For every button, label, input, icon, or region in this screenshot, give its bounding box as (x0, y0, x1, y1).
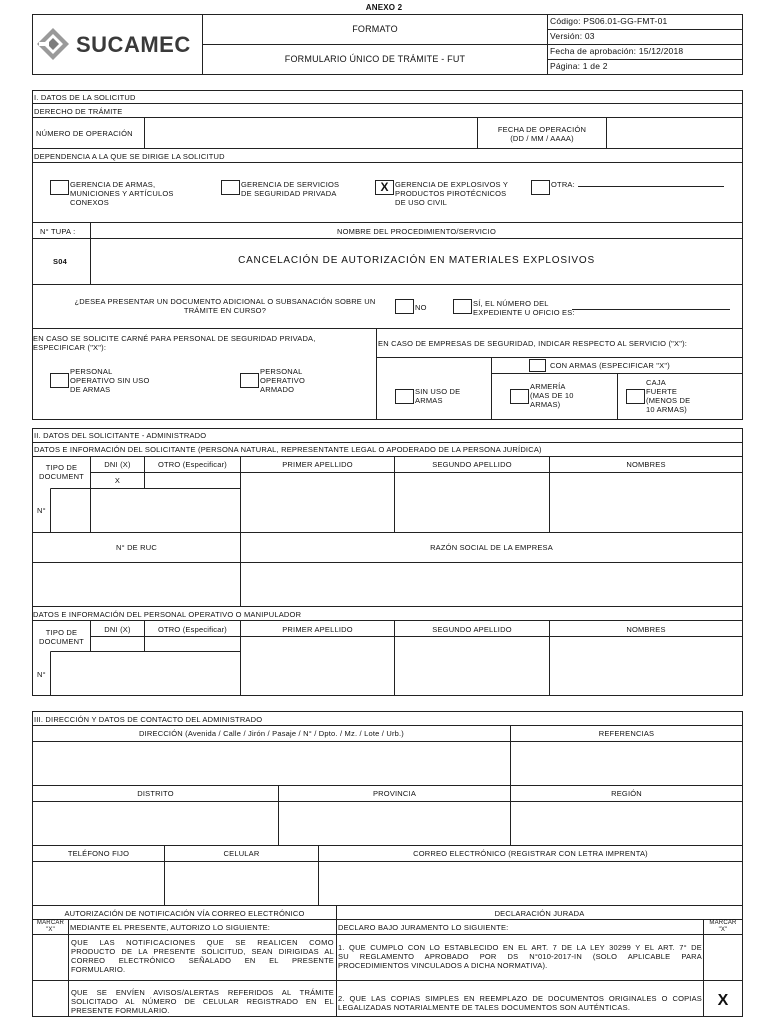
caja-fuerte-label-1: CAJA (646, 378, 666, 387)
annex-label: ANEXO 2 (365, 3, 403, 12)
decl2-line-2: LEGALIZADAS NOTARIALMENTE DE TALES DOCUMENTOS SON AUTÉNTICAS. (338, 1003, 631, 1012)
provincia-label: PROVINCIA (372, 789, 417, 798)
auth-sms-line-2: SOLICITADO AL NÚMERO DE CELULAR REGISTRADO EN EL (71, 997, 334, 1006)
tipo-doc-label-2: DOCUMENT (39, 472, 84, 481)
fecha-operacion-label: FECHA DE OPERACIÓN (497, 125, 587, 134)
direccion-label: DIRECCIÓN (Avenida / Calle / Jirón / Pasaje / N° / Dpto. / Mz. / Lote / Urb.) (138, 729, 404, 738)
personal-sin-armas-label-3: DE ARMAS (70, 385, 111, 394)
otro-field[interactable] (145, 473, 240, 488)
segundo-apellido-label: SEGUNDO APELLIDO (432, 460, 512, 469)
logo-text: SUCAMEC (76, 32, 191, 57)
sin-uso-armas-label-1: SIN USO DE (415, 387, 461, 396)
telefono-label: TELÉFONO FIJO (67, 849, 130, 858)
celular-label: CELULAR (223, 849, 260, 858)
decl1-line-1: 1. QUE CUMPLO CON LO ESTABLECIDO EN EL ART. 7 DE LA LEY 30299 Y EL ART. 7° DE (338, 943, 702, 952)
auth-email-line-3: CORREO ELECTRÓNICO SEÑALADO EN EL PRESENTE (71, 956, 334, 965)
num-operacion-label: NÚMERO DE OPERACIÓN (36, 129, 133, 138)
fecha-operacion-format: (DD / MM / AAAA) (510, 134, 574, 143)
distrito-label: DISTRITO (137, 789, 174, 798)
sin-uso-armas-label-2: ARMAS (415, 396, 443, 405)
auth-sms-line-3: PRESENTE FORMULARIO. (71, 1006, 170, 1015)
armeria-checkbox[interactable] (510, 389, 529, 404)
correo-label: CORREO ELECTRÓNICO (REGISTRAR CON LETRA IMPRENTA) (413, 849, 648, 858)
operativo-names-field[interactable] (241, 637, 742, 695)
solicitante-subtitle: DATOS E INFORMACIÓN DEL SOLICITANTE (PERSONA NATURAL, REPRESENTANTE LEGAL O APODERADO DE LA PERSONA JURÍDICA) (34, 445, 542, 454)
tipo-doc-label: TIPO DE (45, 463, 78, 472)
empresas-label: EN CASO DE EMPRESAS DE SEGURIDAD, INDICAR RESPECTO AL SERVICIO ("X"): (378, 339, 688, 348)
personal-armado-label-3: ARMADO (260, 385, 295, 394)
auth-email-line-4: FORMULARIO. (71, 965, 126, 974)
decl1-mark[interactable] (704, 935, 742, 980)
carne-label-2: ESPECIFICAR ("X"): (33, 343, 107, 352)
sin-uso-armas-checkbox[interactable] (395, 389, 414, 404)
option-seguridad-checkbox[interactable] (221, 180, 240, 195)
auth-sms-line-1: QUE SE ENVÍEN AVISOS/ALERTAS REFERIDOS AL TRÁMITE (71, 988, 334, 997)
marcar-label-left-2: "X" (46, 927, 55, 933)
option-otra-checkbox[interactable] (531, 180, 550, 195)
option-explosivos-label-3: DE USO CIVIL (395, 198, 447, 207)
option-explosivos-label-2: PRODUCTOS PIROTÉCNICOS (395, 189, 507, 198)
page-number: Página: 1 de 2 (550, 61, 608, 71)
doc-code: Código: PS06.01-GG-FMT-01 (550, 16, 668, 26)
option-seguridad-label-2: DE SEGURIDAD PRIVADA (241, 189, 337, 198)
option-explosivos-label-1: GERENCIA DE EXPLOSIVOS Y (395, 180, 509, 189)
dni-label: DNI (X) (104, 460, 131, 469)
solicitante-names-field[interactable] (241, 473, 742, 532)
dni-2-label: DNI (X) (104, 625, 131, 634)
otro-label: OTRO (Especificar) (157, 460, 228, 469)
primer-apellido-2-label: PRIMER APELLIDO (282, 625, 353, 634)
region-label: REGIÓN (611, 789, 642, 798)
operativo-subtitle: DATOS E INFORMACIÓN DEL PERSONAL OPERATIVO O MANIPULADOR (33, 610, 302, 619)
section3-title: III. DIRECCIÓN Y DATOS DE CONTACTO DEL ADMINISTRADO (34, 715, 263, 724)
expediente-input-line[interactable] (572, 309, 730, 310)
referencias-label: REFERENCIAS (598, 729, 655, 738)
option-seguridad-label-1: GERENCIA DE SERVICIOS (241, 180, 340, 189)
auth-email-line-2: PRODUCTO DE LA PRESENTE SOLICITUD, SEAN DIRIGIDAS AL (71, 947, 334, 956)
procedure-label: NOMBRE DEL PROCEDIMIENTO/SERVICIO (337, 227, 496, 236)
ruc-razon-field[interactable] (33, 563, 742, 606)
marcar-label-right: MARCAR (709, 920, 737, 926)
num-operacion-field[interactable] (145, 118, 477, 148)
auth-email-line-1: QUE LAS NOTIFICACIONES QUE SE REALICEN COMO (71, 938, 334, 947)
sucamec-logo (36, 27, 196, 61)
auth-email-mark[interactable] (33, 935, 68, 980)
direccion-field[interactable] (33, 742, 510, 785)
otra-input-line[interactable] (578, 186, 724, 187)
ruc-label: N° DE RUC (115, 543, 158, 552)
referencias-field[interactable] (511, 742, 742, 785)
decl1-line-2: SU REGLAMENTO APROBADO POR DS N°010-2017-IN (SOLO APLICABLE PARA (338, 952, 702, 961)
option-armas-label-3: CONEXOS (70, 198, 109, 207)
additional-doc-question-2: TRÁMITE EN CURSO? (183, 306, 267, 315)
personal-sin-armas-label-2: OPERATIVO SIN USO (70, 376, 150, 385)
si-label: SÍ, EL NÚMERO DEL (473, 299, 549, 308)
caja-fuerte-label-3: (MENOS DE (646, 396, 691, 405)
nombres-label: NOMBRES (626, 460, 666, 469)
decl2-line-1: 2. QUE LAS COPIAS SIMPLES EN REEMPLAZO DE DOCUMENTOS ORIGINALES O COPIAS (338, 994, 702, 1003)
personal-armado-checkbox[interactable] (240, 373, 259, 388)
section1-title: I. DATOS DE LA SOLICITUD (34, 93, 136, 102)
no-label: NO (415, 303, 427, 312)
otro-2-label: OTRO (Especificar) (157, 625, 228, 634)
derecho-label: DERECHO DE TRÁMITE (34, 107, 123, 116)
si-label-2: EXPEDIENTE U OFICIO ES: (473, 308, 575, 317)
marcar-label-left: MARCAR (36, 920, 65, 926)
armeria-label-1: ARMERÍA (530, 382, 566, 391)
decl1-line-3: PROCEDIMIENTOS VINCULADOS A DICHA NORMATIVA). (338, 961, 548, 970)
autorizacion-title: AUTORIZACIÓN DE NOTIFICACIÓN VÍA CORREO ELECTRÓNICO (64, 909, 305, 918)
option-armas-checkbox[interactable] (50, 180, 69, 195)
mediante-label: MEDIANTE EL PRESENTE, AUTORIZO LO SIGUIENTE: (70, 923, 271, 932)
armeria-label-2: (MAS DE 10 (530, 391, 574, 400)
option-explosivos-checkbox[interactable]: X (375, 180, 394, 195)
personal-sin-armas-label-1: PERSONAL (70, 367, 113, 376)
format-label: FORMATO (352, 24, 398, 34)
caja-fuerte-label-2: FUERTE (646, 387, 678, 396)
tupa-value: S04 (53, 257, 67, 266)
num-doc-label: N° (37, 506, 46, 515)
option-armas-label-2: MUNICIONES Y ARTÍCULOS (70, 189, 174, 198)
nombres-2-label: NOMBRES (626, 625, 666, 634)
segundo-apellido-2-label: SEGUNDO APELLIDO (432, 625, 512, 634)
auth-sms-mark[interactable] (33, 981, 68, 1016)
si-checkbox[interactable] (453, 299, 472, 314)
procedure-value: CANCELACIÓN DE AUTORIZACIÓN EN MATERIALES EXPLOSIVOS (238, 255, 595, 266)
option-armas-label-1: GERENCIA DE ARMAS, (70, 180, 156, 189)
approval-date: Fecha de aprobación: 15/12/2018 (550, 46, 684, 56)
con-armas-checkbox[interactable] (529, 359, 546, 372)
declaracion-title: DECLARACIÓN JURADA (494, 909, 585, 918)
personal-sin-armas-checkbox[interactable] (50, 373, 69, 388)
option-otra-label: OTRA: (551, 180, 575, 189)
primer-apellido-label: PRIMER APELLIDO (282, 460, 353, 469)
caja-fuerte-checkbox[interactable] (626, 389, 645, 404)
logo-emblem-icon (36, 27, 70, 61)
declaro-label: DECLARO BAJO JURAMENTO LO SIGUIENTE: (338, 923, 509, 932)
carne-label: EN CASO SE SOLICITE CARNÉ PARA PERSONAL DE SEGURIDAD PRIVADA, (33, 334, 316, 343)
razon-social-label: RAZÓN SOCIAL DE LA EMPRESA (430, 543, 553, 552)
decl2-mark[interactable]: X (717, 992, 729, 1009)
doc-version: Versión: 03 (550, 31, 595, 41)
dependencia-label: DEPENDENCIA A LA QUE SE DIRIGE LA SOLICITUD (34, 152, 225, 161)
form-title: FORMULARIO ÚNICO DE TRÁMITE - FUT (284, 54, 466, 64)
tipo-doc-2-label-2: DOCUMENT (39, 637, 84, 646)
tipo-doc-2-label: TIPO DE (45, 628, 78, 637)
no-checkbox[interactable] (395, 299, 414, 314)
tupa-label: N° TUPA : (40, 227, 76, 236)
dni-mark[interactable]: X (114, 476, 121, 485)
personal-armado-label-2: OPERATIVO (260, 376, 306, 385)
personal-armado-label-1: PERSONAL (260, 367, 303, 376)
fecha-operacion-field[interactable] (607, 118, 742, 148)
marcar-label-right-2: "X" (718, 927, 728, 933)
con-armas-label: CON ARMAS (ESPECIFICAR "X") (550, 361, 670, 370)
armeria-label-3: ARMAS) (530, 400, 561, 409)
caja-fuerte-label-4: 10 ARMAS) (646, 405, 687, 414)
num-doc-2-label: N° (37, 670, 46, 679)
additional-doc-question: ¿DESEA PRESENTAR UN DOCUMENTO ADICIONAL O SUBSANACIÓN SOBRE UN (74, 297, 376, 306)
section2-title: II. DATOS DEL SOLICITANTE - ADMINISTRADO (34, 431, 207, 440)
